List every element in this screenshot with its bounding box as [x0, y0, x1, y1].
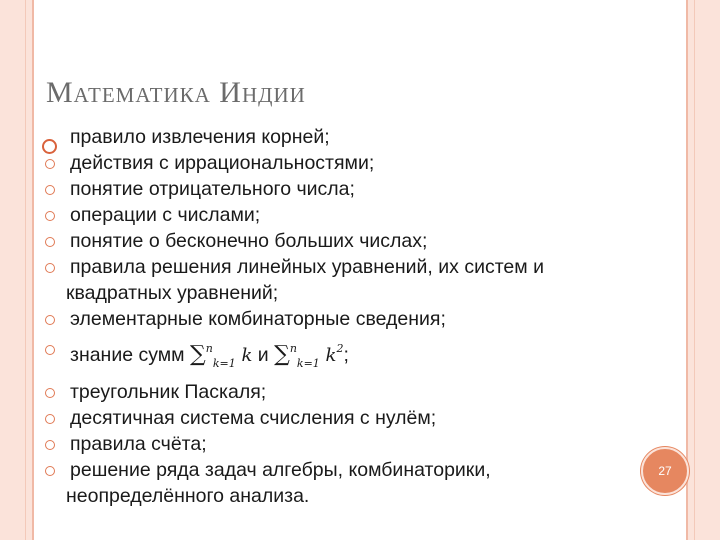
sum-lower-limit: k=1 — [296, 357, 320, 370]
bullet-icon — [45, 345, 55, 355]
bullet-icon — [45, 211, 55, 221]
sum-formula-1 — [190, 342, 253, 370]
list-item — [42, 457, 632, 509]
list-item-continuation: неопределённого анализа. — [66, 485, 310, 507]
list-item — [42, 405, 632, 431]
right-decorative-border — [686, 0, 720, 540]
bullet-icon — [45, 388, 55, 398]
list-item-text: понятие отрицательного числа; — [70, 178, 355, 200]
bullet-icon — [45, 440, 55, 450]
sigma-symbol: ∑ — [274, 342, 290, 367]
list-item-text: правила решения линейных уравнений, их систем и — [70, 256, 544, 278]
sum-term: k — [241, 345, 253, 366]
list-item — [42, 150, 632, 176]
bullet-icon — [45, 263, 55, 273]
list-item-text: операции с числами; — [70, 204, 261, 226]
sigma-symbol: ∑ — [190, 342, 206, 367]
page-number-badge: 27 — [641, 447, 689, 495]
list-item-text: действия с иррациональностями; — [70, 152, 375, 174]
list-item — [42, 254, 632, 306]
list-item-text: десятичная система счисления с нулём; — [70, 407, 437, 429]
list-item — [42, 379, 632, 405]
list-item-sums — [42, 332, 632, 379]
list-item-text: элементарные комбинаторные сведения; — [70, 308, 446, 330]
sum-suffix: ; — [343, 344, 349, 366]
slide-title: Математика Индии — [46, 76, 306, 109]
sum-conjunction: и — [257, 344, 269, 366]
list-item — [42, 176, 632, 202]
list-item — [42, 431, 632, 457]
left-decorative-border — [0, 0, 34, 540]
list-item — [42, 202, 632, 228]
bullet-icon — [45, 237, 55, 247]
sum-lower-limit: k=1 — [212, 357, 236, 370]
sum-upper-limit: n — [289, 342, 297, 355]
bullet-icon — [45, 185, 55, 195]
bullet-list — [42, 124, 632, 509]
sum-term: k — [325, 345, 337, 366]
list-item-continuation: квадратных уравнений; — [66, 282, 279, 304]
sum-formula-2 — [274, 342, 344, 370]
list-item — [42, 306, 632, 332]
list-item — [42, 124, 632, 150]
list-item — [42, 228, 632, 254]
list-item-text: понятие о бесконечно больших числах; — [70, 230, 428, 252]
sum-exponent: 2 — [336, 342, 344, 355]
list-item-text: треугольник Паскаля; — [70, 381, 267, 403]
list-item-text: решение ряда задач алгебры, комбинаторики, — [70, 459, 491, 481]
bullet-icon — [45, 466, 55, 476]
bullet-icon — [45, 315, 55, 325]
list-item-text: правила счёта; — [70, 433, 207, 455]
bullet-icon — [45, 414, 55, 424]
bullet-icon — [45, 159, 55, 169]
list-item-text: правило извлечения корней; — [70, 126, 330, 148]
sum-prefix: знание сумм — [70, 344, 185, 366]
sum-upper-limit: n — [205, 342, 213, 355]
